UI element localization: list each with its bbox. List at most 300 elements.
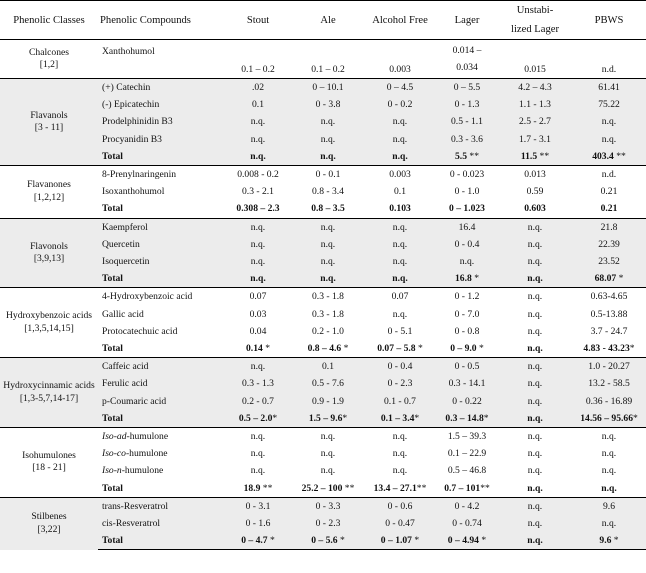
alcohol-free-value: 0 - 5.1 (387, 325, 413, 337)
lager-total (436, 532, 498, 550)
lager-value (436, 40, 498, 79)
ale-value: 0 - 3.8 (292, 96, 364, 113)
header-stout: Stout (224, 1, 292, 40)
lager-value: 1.5 – 39.3 (436, 428, 498, 446)
group-flavanols (0, 79, 646, 166)
unstabilized-lager-total: n.q. (527, 482, 543, 494)
lager-value: 0 - 0.023 (436, 166, 498, 184)
table-row (0, 358, 646, 376)
pbws-value: 22.39 (572, 236, 646, 253)
compound-name (98, 462, 224, 479)
stout-total: n.q. (224, 270, 292, 288)
alcohol-free-value: 0 - 0.4 (364, 358, 436, 376)
class-ref: [1,3-5,7,14-17] (19, 392, 79, 404)
lager-total-sig: * (478, 535, 487, 547)
stout-value: n.q. (224, 428, 292, 446)
stout-value: n.q. (250, 448, 266, 460)
stout-value: 0.1 – 0.2 (224, 40, 292, 79)
unstabilized-lager-total: n.q. (498, 532, 572, 550)
stout-total-sig: * (267, 535, 275, 547)
af-total-value: 0.1 – 3.4 (380, 412, 415, 424)
alcohol-free-value: n.q. (392, 448, 408, 460)
class-ref: [3,22] (37, 523, 61, 535)
group-chalcones (0, 40, 646, 79)
lager-value: 0 - 0.74 (436, 515, 498, 532)
ale-value: 0.9 - 1.9 (292, 393, 364, 410)
unstabilized-lager-value: n.q. (527, 325, 543, 337)
lager-value: 0 - 1.3 (436, 96, 498, 113)
alcohol-free-total (364, 532, 436, 550)
compound-name: (+) Catechin (98, 79, 224, 97)
ale-value: 0.8 - 3.4 (312, 186, 344, 198)
pbws-value: 3.7 - 24.7 (590, 325, 628, 337)
lager-value: 0 - 1.0 (454, 186, 480, 198)
class-name: Flavanols (30, 109, 68, 121)
pbws-value: 9.6 (572, 497, 646, 515)
ale-total: 0.8 – 3.5 (311, 203, 345, 215)
header-phenolic-classes: Phenolic Classes (0, 1, 98, 40)
stout-total-value: 0 – 4.7 (241, 535, 268, 547)
lager-value: 0 - 7.0 (454, 308, 480, 320)
group-hydroxycinnamic-acids (0, 358, 646, 428)
compound-name: (-) Epicatechin (98, 96, 224, 113)
class-cell (0, 40, 98, 79)
ale-value: n.q. (292, 236, 364, 253)
class-cell (0, 166, 98, 219)
stout-total-value: 0.5 – 2.0 (238, 412, 273, 424)
group-flavanones (0, 166, 646, 219)
lager-total-sig: * (471, 273, 479, 285)
lager-total (436, 480, 498, 498)
stout-total (224, 532, 292, 550)
ale-total (292, 532, 364, 550)
pbws-total-value: 68.07 (594, 273, 617, 285)
stout-value: .02 (224, 79, 292, 97)
header-ale: Ale (292, 1, 364, 40)
lager-total-value: 5.5 (455, 150, 467, 162)
lager-total-sig: ** (467, 150, 479, 162)
lager-value: 0.1 – 22.9 (447, 448, 487, 460)
unstabilized-lager-value: 4.2 – 4.3 (498, 79, 572, 97)
stout-value: 0.1 (224, 96, 292, 113)
unstabilized-lager-total: n.q. (527, 343, 543, 355)
class-cell (0, 218, 98, 288)
stout-value: 0.2 - 0.7 (224, 393, 292, 410)
class-name: Flavonols (30, 240, 68, 252)
class-cell (0, 428, 98, 498)
compound-name: Ferulic acid (98, 375, 224, 392)
pbws-value: 1.0 - 20.27 (572, 358, 646, 376)
pbws-value: n.q. (572, 113, 646, 130)
alcohol-free-value: n.q. (364, 218, 436, 236)
pbws-value: n.q. (572, 515, 646, 532)
ale-value: n.q. (292, 253, 364, 270)
lager-value: 0.3 - 3.6 (436, 131, 498, 148)
compound-name: Kaempferol (98, 218, 224, 236)
stout-total (224, 480, 292, 498)
unstabilized-lager-value: n.q. (527, 308, 543, 320)
header-pbws: PBWS (572, 1, 646, 40)
compound-name: Isoquercetin (98, 253, 224, 270)
compound-name (98, 445, 224, 462)
compound-prefix: Iso- (102, 465, 117, 477)
alcohol-free-value: 0 - 0.6 (364, 497, 436, 515)
unstabilized-lager-value: 1.1 - 1.3 (498, 96, 572, 113)
ale-total-value: 0.8 – 4.6 (307, 343, 342, 355)
pbws-value: n.d. (572, 40, 646, 79)
table-row (0, 79, 646, 97)
unstabilized-lager-value: n.q. (498, 236, 572, 253)
stout-value: n.q. (224, 131, 292, 148)
pbws-total-value: 9.6 (599, 535, 612, 547)
lager-value: 0 - 1.2 (436, 288, 498, 306)
pbws-total (572, 410, 646, 428)
stout-total-sig: * (262, 343, 270, 355)
alcohol-free-value: n.q. (364, 131, 436, 148)
compound-suffix: -humulone (125, 448, 168, 460)
stout-value: 0.03 (249, 308, 267, 320)
ale-total-sig: * (337, 535, 345, 547)
compound-name: Protocatechuic acid (102, 325, 178, 337)
lager-total-sig: ** (480, 482, 490, 494)
unstabilized-lager-value: n.q. (498, 515, 572, 532)
stout-value: n.q. (224, 253, 292, 270)
lager-total (436, 270, 498, 288)
lager-total-sig: * (483, 412, 489, 424)
class-ref: [1,2,12] (33, 191, 65, 203)
lager-value: 0.3 - 14.1 (436, 375, 498, 392)
pbws-total (572, 148, 646, 166)
ale-value: n.q. (292, 131, 364, 148)
lager-total: 0 – 1.023 (449, 203, 485, 215)
compound-name: Isoxanthohumol (102, 186, 165, 198)
compound-prefix: Iso- (102, 448, 117, 460)
compound-name: Gallic acid (102, 308, 144, 320)
stout-value: 0 - 3.1 (224, 497, 292, 515)
table-row (0, 497, 646, 515)
compound-name: Quercetin (98, 236, 224, 253)
class-ref: [1,2] (39, 59, 59, 70)
unstabilized-lager-value: n.q. (498, 428, 572, 446)
unstabilized-lager-total: 0.603 (524, 203, 546, 215)
unstabilized-lager-total: n.q. (498, 410, 572, 428)
lager-value: 0 - 0.8 (454, 325, 480, 337)
stout-total-sig: ** (260, 482, 273, 494)
group-flavonols (0, 218, 646, 288)
pbws-total: 0.21 (600, 203, 618, 215)
group-isohumulones (0, 428, 646, 498)
ale-value: 0.5 - 7.6 (292, 375, 364, 392)
lager-total-sig: * (476, 343, 484, 355)
lager-total (436, 410, 498, 428)
pbws-total-sig: * (611, 535, 619, 547)
pbws-value: 0.5-13.88 (590, 308, 628, 320)
stout-total (224, 410, 292, 428)
stout-value: n.q. (224, 113, 292, 130)
unstabilized-lager-value: n.q. (498, 358, 572, 376)
unstabilized-lager-total (498, 148, 572, 166)
class-cell (0, 358, 98, 428)
header-lager: Lager (436, 1, 498, 40)
stout-total (224, 340, 292, 358)
stout-total: 0.308 – 2.3 (236, 203, 280, 215)
unstabilized-lager-value: 0.59 (526, 186, 544, 198)
ale-value: n.q. (292, 113, 364, 130)
stout-value: n.q. (250, 465, 266, 477)
class-name: Hydroxycinnamic acids (3, 380, 95, 392)
stout-value: 0 - 1.6 (224, 515, 292, 532)
total-label: Total (98, 410, 224, 428)
alcohol-free-total: n.q. (364, 270, 436, 288)
table-row (0, 40, 646, 79)
alcohol-free-value: n.q. (392, 308, 408, 320)
pbws-total-sig: * (616, 273, 624, 285)
alcohol-free-value: n.q. (364, 428, 436, 446)
compound-name: p-Coumaric acid (98, 393, 224, 410)
pbws-value: 0.63-4.65 (572, 288, 646, 306)
alcohol-free-value: n.q. (364, 113, 436, 130)
alcohol-free-value: 0 – 4.5 (364, 79, 436, 97)
af-total-value: 13.4 – 27.1 (373, 482, 417, 494)
compound-name: trans-Resveratrol (98, 497, 224, 515)
class-cell (0, 79, 98, 166)
unstabilized-lager-value: 2.5 - 2.7 (498, 113, 572, 130)
unstabilized-lager-value: n.q. (498, 393, 572, 410)
ale-value: 0 - 0.1 (292, 166, 364, 184)
compound-name: cis-Resveratrol (98, 515, 224, 532)
alcohol-free-total (364, 410, 436, 428)
table-row (0, 218, 646, 236)
pbws-total (572, 532, 646, 550)
lager-value: 0.5 - 1.1 (436, 113, 498, 130)
ale-value: 0.3 - 1.8 (292, 288, 364, 306)
table-row (0, 166, 646, 184)
unstabilized-lager-value: n.q. (498, 375, 572, 392)
header-unstabilized-lager (498, 1, 572, 40)
alcohol-free-value: 0.07 (364, 288, 436, 306)
pbws-total-sig: ** (613, 150, 626, 162)
ale-value: n.q. (292, 218, 364, 236)
unstabilized-lager-total: n.q. (498, 270, 572, 288)
compound-name: 8-Prenylnaringenin (98, 166, 224, 184)
pbws-total (572, 270, 646, 288)
lager-value: 0 - 0.5 (436, 358, 498, 376)
header-alcohol-free: Alcohol Free (364, 1, 436, 40)
ale-value: 0.1 – 0.2 (292, 40, 364, 79)
total-label: Total (102, 203, 123, 215)
stout-value: 0.008 - 0.2 (224, 166, 292, 184)
lager-total (436, 148, 498, 166)
pbws-value: n.q. (572, 428, 646, 446)
pbws-value: 75.22 (572, 96, 646, 113)
unstabilized-lager-value: 1.7 - 3.1 (498, 131, 572, 148)
total-label: Total (98, 270, 224, 288)
ale-total (292, 410, 364, 428)
lager-value-line2: 0.034 (456, 62, 478, 73)
ale-total: n.q. (292, 270, 364, 288)
pbws-value: 61.41 (572, 79, 646, 97)
stout-value: n.q. (224, 218, 292, 236)
alcohol-free-value: 0.1 (394, 186, 406, 198)
lager-value: 0 – 5.5 (436, 79, 498, 97)
alcohol-free-total: 0.103 (389, 203, 411, 215)
class-ref: [3 - 11] (34, 122, 64, 133)
total-label: Total (98, 148, 224, 166)
class-cell (0, 497, 98, 550)
lager-value: 0.5 – 46.8 (447, 465, 487, 477)
pbws-value: 0.36 - 16.89 (572, 393, 646, 410)
compound-suffix: -humulone (126, 431, 169, 443)
compound-name: Xanthohumol (98, 40, 224, 79)
stout-value: n.q. (224, 236, 292, 253)
ale-total-value: 1.5 – 9.6 (308, 412, 343, 424)
ale-value: 0.3 - 1.8 (312, 308, 344, 320)
class-ref: [18 - 21] (32, 462, 66, 474)
alcohol-free-value: n.q. (364, 236, 436, 253)
lager-total-value: 0 – 4.94 (447, 535, 479, 547)
pbws-value: n.q. (572, 131, 646, 148)
unstabilized-lager-value: 0.013 (498, 166, 572, 184)
unstabilized-lager-value: n.q. (498, 497, 572, 515)
pbws-value: n.q. (601, 448, 617, 460)
class-name: Stilbenes (31, 511, 67, 523)
unstabilized-lager-value: 0.015 (498, 40, 572, 79)
ale-value: 0 – 10.1 (292, 79, 364, 97)
stout-value: 0.3 - 2.1 (242, 186, 274, 198)
alcohol-free-value: n.q. (364, 253, 436, 270)
alcohol-free-value: 0 - 0.47 (364, 515, 436, 532)
pbws-value: n.d. (572, 166, 646, 184)
pbws-total-value: 14.56 – 95.66 (580, 412, 633, 424)
alcohol-free-total (364, 480, 436, 498)
class-ref: [1,3,5,14,15] (24, 322, 74, 334)
ale-total-sig: * (342, 412, 348, 424)
alcohol-free-value: 0.003 (364, 166, 436, 184)
group-stilbenes (0, 497, 646, 550)
lager-value: 0 - 0.22 (436, 393, 498, 410)
stout-total: n.q. (224, 148, 292, 166)
group-hydroxybenzoic-acids (0, 288, 646, 358)
lager-value-line1: 0.014 – (452, 44, 482, 56)
af-total-sig: * (411, 535, 420, 547)
pbws-total (572, 340, 646, 358)
total-label: Total (98, 532, 224, 550)
lager-value: 0 - 0.4 (436, 236, 498, 253)
af-total-value: 0.07 – 5.8 (377, 343, 416, 355)
pbws-value: 21.8 (572, 218, 646, 236)
unstabilized-lager-value: n.q. (527, 465, 543, 477)
ul-total-value: 11.5 (520, 150, 538, 162)
alcohol-free-value: 0 - 2.3 (364, 375, 436, 392)
pbws-total-value: 4.83 - 43.23 (583, 343, 630, 355)
pbws-value: 0.21 (600, 186, 618, 198)
compound-prefix: Iso- (102, 431, 117, 443)
ale-total (292, 340, 364, 358)
unstabilized-lager-value: n.q. (498, 253, 572, 270)
total-label: Total (102, 343, 123, 355)
ale-value: 0 - 3.3 (292, 497, 364, 515)
af-total-value: 0 – 1.07 (380, 535, 412, 547)
unstabilized-lager-value: n.q. (527, 448, 543, 460)
alcohol-free-value: n.q. (392, 465, 408, 477)
lager-value: 16.4 (436, 218, 498, 236)
unstabilized-lager-value: n.q. (498, 218, 572, 236)
compound-italic: co (116, 448, 126, 460)
stout-value: 0.04 (249, 325, 267, 337)
table-row (0, 428, 646, 446)
ale-total-value: 0 – 5.6 (311, 535, 338, 547)
compound-name: Caffeic acid (98, 358, 224, 376)
lager-value: n.q. (436, 253, 498, 270)
lager-value: 0 - 4.2 (436, 497, 498, 515)
stout-value: 0.3 - 1.3 (224, 375, 292, 392)
stout-total-value: 18.9 (243, 482, 261, 494)
compound-name (98, 428, 224, 446)
alcohol-free-value: 0.003 (364, 40, 436, 79)
stout-value: 0.07 (224, 288, 292, 306)
compound-name: Procyanidin B3 (98, 131, 224, 148)
compound-italic: n (116, 465, 122, 477)
ale-total-sig: ** (342, 482, 355, 494)
alcohol-free-value: 0.1 - 0.7 (364, 393, 436, 410)
pbws-total-value: 403.4 (592, 150, 614, 162)
class-name: Chalcones (29, 46, 69, 58)
lager-total (436, 340, 498, 358)
ale-value: 0.1 (292, 358, 364, 376)
ale-total-value: 25.2 – 100 (301, 482, 343, 494)
header-row (0, 1, 646, 40)
alcohol-free-total (364, 340, 436, 358)
header-unstab-line2: lized Lager (511, 24, 559, 35)
alcohol-free-total: n.q. (364, 148, 436, 166)
pbws-value: 13.2 - 58.5 (572, 375, 646, 392)
stout-total-value: 0.14 (246, 343, 263, 355)
class-cell (0, 288, 98, 358)
compound-suffix: -humulone (121, 465, 164, 477)
ale-value: 0 - 2.3 (292, 515, 364, 532)
ale-value: n.q. (292, 428, 364, 446)
stout-value: n.q. (224, 358, 292, 376)
compound-italic: ad (116, 431, 127, 443)
pbws-total-sig: * (632, 412, 638, 424)
unstabilized-lager-value: n.q. (498, 288, 572, 306)
lager-total-value: 0.7 – 101 (444, 482, 481, 494)
compound-name: 4-Hydroxybenzoic acid (98, 288, 224, 306)
compound-name: Prodelphinidin B3 (98, 113, 224, 130)
lager-total-value: 0.3 – 14.8 (445, 412, 484, 424)
class-name: Flavanones (27, 179, 71, 191)
ale-total-sig: * (341, 343, 349, 355)
ale-value: n.q. (320, 465, 336, 477)
ale-value: 0.2 - 1.0 (312, 325, 344, 337)
pbws-value: 23.52 (572, 253, 646, 270)
ale-value: n.q. (320, 448, 336, 460)
ul-total-sig: ** (537, 150, 550, 162)
af-total-sig: * (415, 343, 423, 355)
total-label: Total (102, 482, 123, 494)
lager-total-value: 16.8 (455, 273, 472, 285)
class-name: Isohumulones (22, 449, 76, 461)
table-row (0, 288, 646, 306)
af-total-sig: ** (416, 482, 427, 494)
stout-total-sig: * (272, 412, 278, 424)
header-phenolic-compounds: Phenolic Compounds (98, 1, 224, 40)
pbws-value: n.q. (601, 465, 617, 477)
class-ref: [3,9,13] (33, 253, 65, 265)
pbws-total-sig: * (629, 343, 635, 355)
ale-total (292, 480, 364, 498)
header-unstab-line1: Unstabi- (516, 5, 554, 16)
